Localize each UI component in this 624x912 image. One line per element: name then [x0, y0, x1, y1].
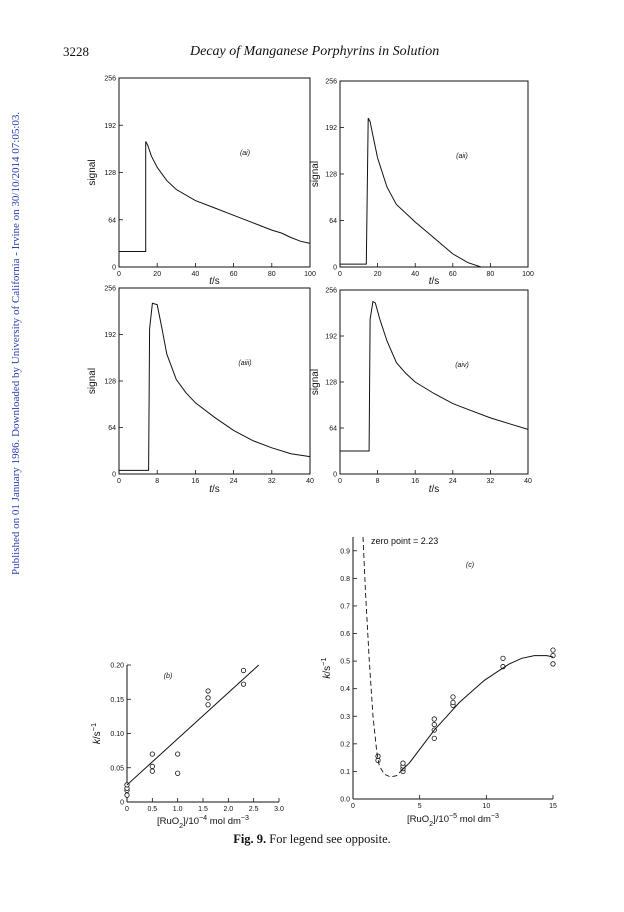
running-title: Decay of Manganese Porphyrins in Solution [190, 44, 440, 59]
y-tick-label: 128 [104, 170, 116, 177]
x-tick-label: 100 [522, 271, 534, 278]
x-tick-label: 24 [229, 478, 238, 485]
y-axis-label-part: k [322, 673, 333, 679]
x-tick-label: 8 [155, 478, 160, 485]
panel-label: (aiv) [455, 362, 469, 369]
x-axis-label-part: −3 [490, 812, 500, 820]
y-tick-label: 0 [112, 264, 116, 272]
y-tick-label: 0 [120, 799, 124, 807]
x-tick-label: 0 [351, 803, 355, 810]
x-axis-label [209, 484, 220, 495]
x-tick-label: 32 [267, 478, 276, 485]
y-axis-label-part: k [92, 739, 103, 745]
x-axis-label-part: 2 [179, 822, 184, 830]
y-axis-label-part: /s [92, 731, 103, 740]
y-tick-label: 192 [104, 122, 116, 130]
y-axis-label-part: −1 [318, 657, 328, 666]
y-tick-label: 256 [104, 285, 116, 293]
y-axis-label-part: −1 [88, 722, 98, 732]
y-tick-label: 64 [108, 217, 116, 225]
y-tick-label: 0.0 [340, 796, 350, 804]
y-tick-label: 256 [325, 287, 337, 295]
fit-curve [401, 656, 554, 772]
x-tick-label: 0.5 [147, 806, 158, 813]
y-tick-label: 0.8 [340, 575, 350, 583]
x-axis-label-part: −4 [199, 814, 208, 822]
x-tick-label: 5 [417, 803, 422, 810]
x-axis-label-part: /s [431, 276, 440, 287]
x-axis-label-part: −5 [449, 812, 458, 820]
data-point [150, 769, 154, 773]
x-tick-label: 80 [486, 271, 495, 278]
chart-b [89, 663, 284, 831]
y-tick-label: 0 [112, 471, 116, 479]
panel-label: (ai) [239, 150, 251, 157]
x-axis-label-part: t [209, 276, 212, 287]
data-point [150, 764, 154, 768]
x-tick-label: 80 [267, 271, 276, 278]
y-tick-label: 0.10 [110, 731, 124, 738]
x-axis-label-part: t [428, 276, 432, 287]
series-line [119, 142, 310, 252]
y-tick-label: 0 [333, 471, 337, 479]
x-axis-label-part: ]/10 [433, 814, 449, 825]
data-point [551, 648, 555, 652]
y-tick-label: 0.6 [340, 631, 350, 639]
x-tick-label: 0 [117, 478, 121, 485]
x-tick-label: 1.5 [198, 806, 208, 813]
y-tick-label: 0.7 [340, 603, 350, 611]
y-axis-label [319, 657, 334, 678]
data-point [401, 761, 405, 765]
y-axis-label-part: /s [322, 665, 333, 674]
x-tick-label: 20 [373, 271, 382, 278]
y-tick-label: 0.9 [340, 548, 350, 556]
data-point [551, 662, 555, 666]
x-axis-label [407, 812, 499, 828]
y-tick-label: 128 [325, 171, 337, 179]
x-tick-label: 16 [191, 478, 200, 485]
panel-label: (c) [465, 562, 475, 569]
x-tick-label: 0 [125, 806, 129, 813]
y-tick-label: 128 [325, 379, 337, 387]
y-tick-label: 128 [104, 378, 116, 386]
data-point [206, 689, 210, 693]
x-tick-label: 0 [338, 271, 342, 278]
y-tick-label: 0.4 [340, 686, 350, 694]
panel-label: (aii) [456, 153, 468, 160]
data-point [501, 656, 505, 660]
y-tick-label: 0.20 [110, 662, 124, 670]
y-tick-label: 192 [325, 333, 337, 341]
x-tick-label: 0 [117, 271, 121, 278]
y-tick-label: 0 [333, 264, 337, 272]
data-point [432, 736, 436, 740]
x-tick-label: 1.0 [172, 806, 183, 813]
y-tick-label: 0.2 [340, 741, 350, 749]
x-axis-label-part: t [428, 484, 432, 495]
data-point [175, 752, 179, 756]
y-tick-label: 256 [325, 78, 337, 86]
x-axis-label-part: mol dm [207, 816, 241, 827]
x-axis-label-part: t [209, 484, 212, 495]
x-tick-label: 40 [191, 271, 200, 278]
x-tick-label: 10 [482, 803, 491, 810]
plot-frame [340, 81, 528, 267]
x-tick-label: 0 [338, 478, 342, 485]
data-point [241, 668, 245, 672]
plot-frame [340, 290, 528, 474]
y-axis-label: signal [310, 160, 321, 188]
chart-ai [87, 76, 316, 288]
data-point [206, 696, 210, 700]
side-note: Published on 01 January 1986. Downloaded by University of California - Irvine on 30/10/2014 07:05:03. [10, 111, 22, 575]
y-tick-label: 0.15 [110, 696, 124, 704]
x-axis-label-part: ]/10 [183, 816, 199, 827]
x-axis-label [157, 814, 249, 830]
x-tick-label: 40 [411, 271, 420, 278]
x-tick-label: 2.0 [223, 806, 234, 813]
y-tick-label: 0.05 [110, 765, 124, 773]
y-tick-label: 64 [329, 218, 337, 225]
data-point [451, 700, 455, 704]
data-point [150, 752, 154, 756]
y-tick-label: 0.3 [340, 713, 350, 721]
data-point [241, 682, 245, 686]
x-axis-label [209, 276, 220, 287]
x-tick-label: 100 [304, 271, 316, 278]
caption-text: For legend see opposite. [269, 832, 391, 846]
y-axis-label: signal [87, 159, 98, 186]
chart-aiv [310, 288, 532, 496]
panel-label: (b) [163, 673, 173, 680]
data-point [432, 722, 436, 726]
x-axis-label-part: /s [431, 484, 440, 495]
x-axis-label-part: [RuO [406, 814, 430, 825]
x-tick-label: 24 [448, 478, 457, 485]
x-tick-label: 8 [375, 478, 380, 485]
y-tick-label: 64 [108, 425, 116, 432]
x-tick-label: 60 [448, 271, 457, 278]
data-point [451, 695, 455, 699]
y-tick-label: 0.1 [340, 768, 350, 776]
zero-point-note: zero point = 2.23 [371, 536, 439, 546]
x-axis-label [429, 484, 440, 495]
x-axis-label [429, 276, 440, 287]
y-tick-label: 256 [104, 75, 116, 83]
x-tick-label: 3.0 [274, 806, 284, 813]
page-number: 3228 [63, 44, 89, 59]
x-axis-label-part: mol dm [457, 814, 491, 825]
fit-line [127, 665, 259, 785]
x-tick-label: 32 [486, 478, 495, 485]
plot-frame [119, 78, 310, 267]
x-tick-label: 20 [153, 271, 162, 278]
y-axis-label: signal [310, 368, 321, 396]
x-axis-label-part: /s [212, 484, 220, 495]
y-axis-label: signal [87, 367, 98, 395]
x-axis-label-part: −3 [240, 814, 250, 822]
x-axis-label-part: 2 [429, 820, 434, 828]
x-axis-label-part: /s [212, 276, 220, 287]
plot-frame [119, 288, 310, 474]
x-axis-label-part: [RuO [156, 816, 180, 827]
data-point [206, 703, 210, 707]
data-point [432, 717, 436, 721]
figure-caption [0, 832, 624, 847]
x-tick-label: 2.5 [248, 806, 259, 813]
data-point [125, 793, 129, 797]
x-tick-label: 16 [411, 478, 420, 485]
series-line [340, 118, 481, 267]
series-line [119, 303, 310, 470]
y-tick-label: 192 [325, 125, 337, 132]
y-tick-label: 192 [104, 332, 116, 339]
chart-aii [310, 79, 534, 288]
chart-aiii [87, 286, 314, 496]
y-tick-label: 0.5 [340, 658, 350, 666]
x-tick-label: 60 [229, 271, 238, 278]
y-axis-label [89, 723, 104, 744]
chart-c [319, 536, 557, 828]
caption-label: Fig. 9. [233, 832, 267, 846]
y-tick-label: 64 [329, 425, 337, 433]
x-tick-label: 15 [549, 803, 557, 810]
x-tick-label: 40 [524, 478, 532, 485]
panel-label: (aiii) [238, 360, 252, 367]
data-point [175, 771, 179, 775]
series-line [340, 302, 528, 452]
dashed-curve [363, 537, 401, 777]
x-tick-label: 40 [306, 478, 314, 485]
